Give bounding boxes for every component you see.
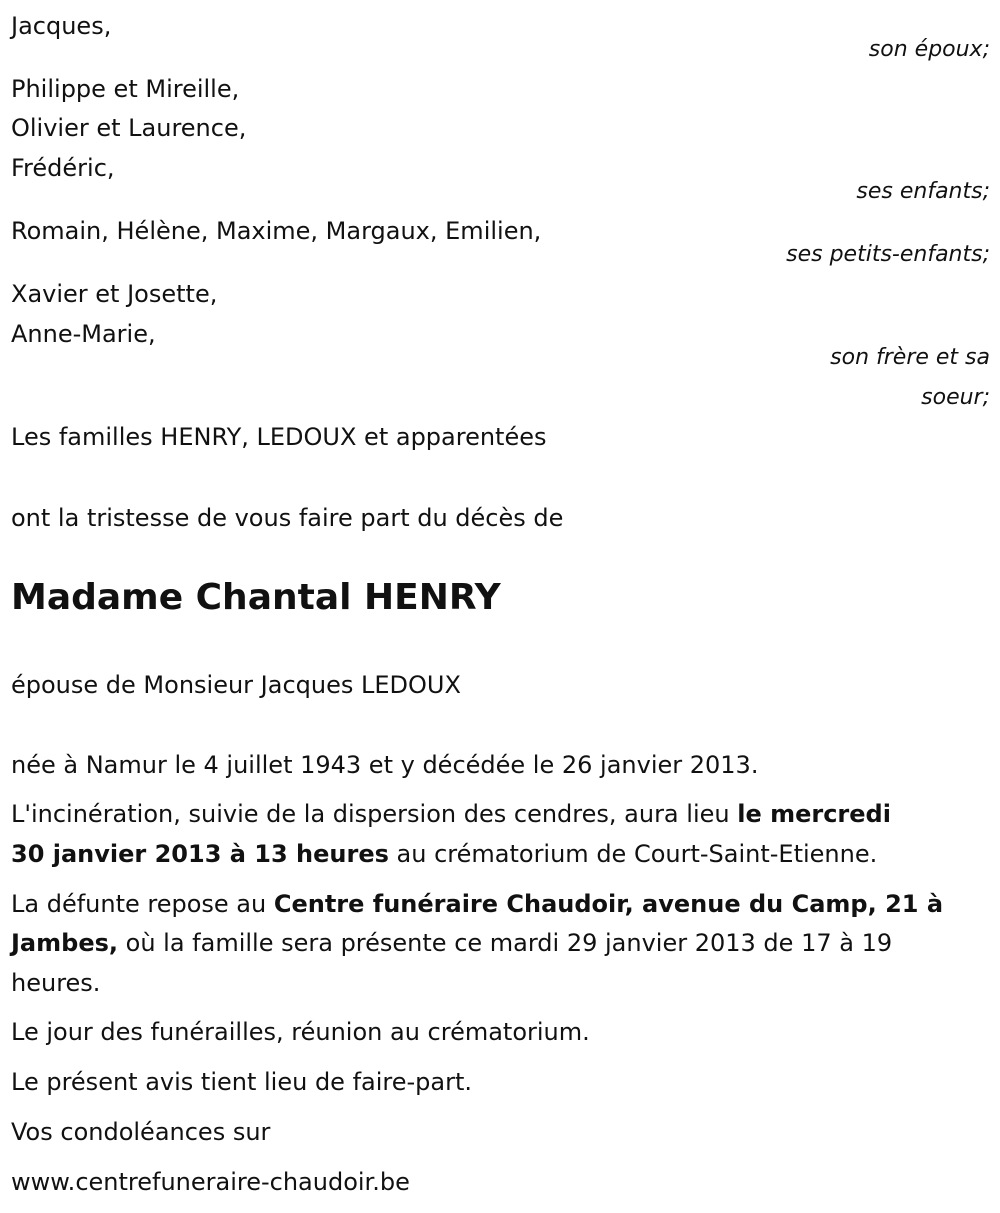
child-name: Philippe et Mireille,: [11, 75, 240, 103]
announcement-line: ont la tristesse de vous faire part du décès de: [11, 504, 564, 532]
condolences-website: www.centrefuneraire-chaudoir.be: [11, 1168, 410, 1196]
funeral-meeting-note: Le jour des funérailles, réunion au crématorium.: [11, 1018, 590, 1046]
child-name: Frédéric,: [11, 154, 115, 182]
sibling-name: Xavier et Josette,: [11, 280, 218, 308]
ceremony-line-2: [11, 834, 877, 874]
notice-note: Le présent avis tient lieu de faire-part.: [11, 1068, 473, 1096]
grandchildren-names: Romain, Hélène, Maxime, Margaux, Emilien,: [11, 217, 542, 245]
ceremony-intro: L'incinération, suivie de la dispersion des cendres, aura lieu: [11, 800, 738, 828]
ceremony-line-1: [11, 794, 891, 834]
birth-death-line: née à Namur le 4 juillet 1943 et y décédée le 26 janvier 2013.: [11, 751, 759, 779]
grandchildren-role: ses petits-enfants;: [786, 242, 990, 267]
families-line: Les familles HENRY, LEDOUX et apparentées: [11, 423, 547, 451]
repose-hours: où la famille sera présente ce mardi 29 janvier 2013 de 17 à 19: [118, 929, 893, 957]
sibling-name: Anne-Marie,: [11, 320, 156, 348]
repose-place-part-2: Jambes,: [11, 929, 118, 957]
condolences-note: Vos condoléances sur: [11, 1118, 271, 1146]
ceremony-date-part-1: le mercredi: [737, 800, 891, 828]
children-role: ses enfants;: [856, 179, 990, 204]
repose-line-2: [11, 923, 892, 963]
deceased-name: Madame Chantal HENRY: [11, 577, 501, 618]
repose-line-3: heures.: [11, 969, 101, 997]
deceased-spouse-line: épouse de Monsieur Jacques LEDOUX: [11, 671, 461, 699]
siblings-role-line: son frère et sa: [830, 345, 990, 370]
ceremony-date-part-2: 30 janvier 2013 à 13 heures: [11, 840, 389, 868]
child-name: Olivier et Laurence,: [11, 114, 247, 142]
ceremony-location: au crématorium de Court-Saint-Etienne.: [388, 840, 878, 868]
spouse-role: son époux;: [868, 37, 990, 62]
siblings-role-line: soeur;: [921, 385, 990, 410]
repose-line-1: [11, 884, 943, 924]
repose-intro: La défunte repose au: [11, 890, 274, 918]
repose-place-part-1: Centre funéraire Chaudoir, avenue du Camp, 21 à: [273, 890, 944, 918]
spouse-name: Jacques,: [11, 12, 112, 40]
